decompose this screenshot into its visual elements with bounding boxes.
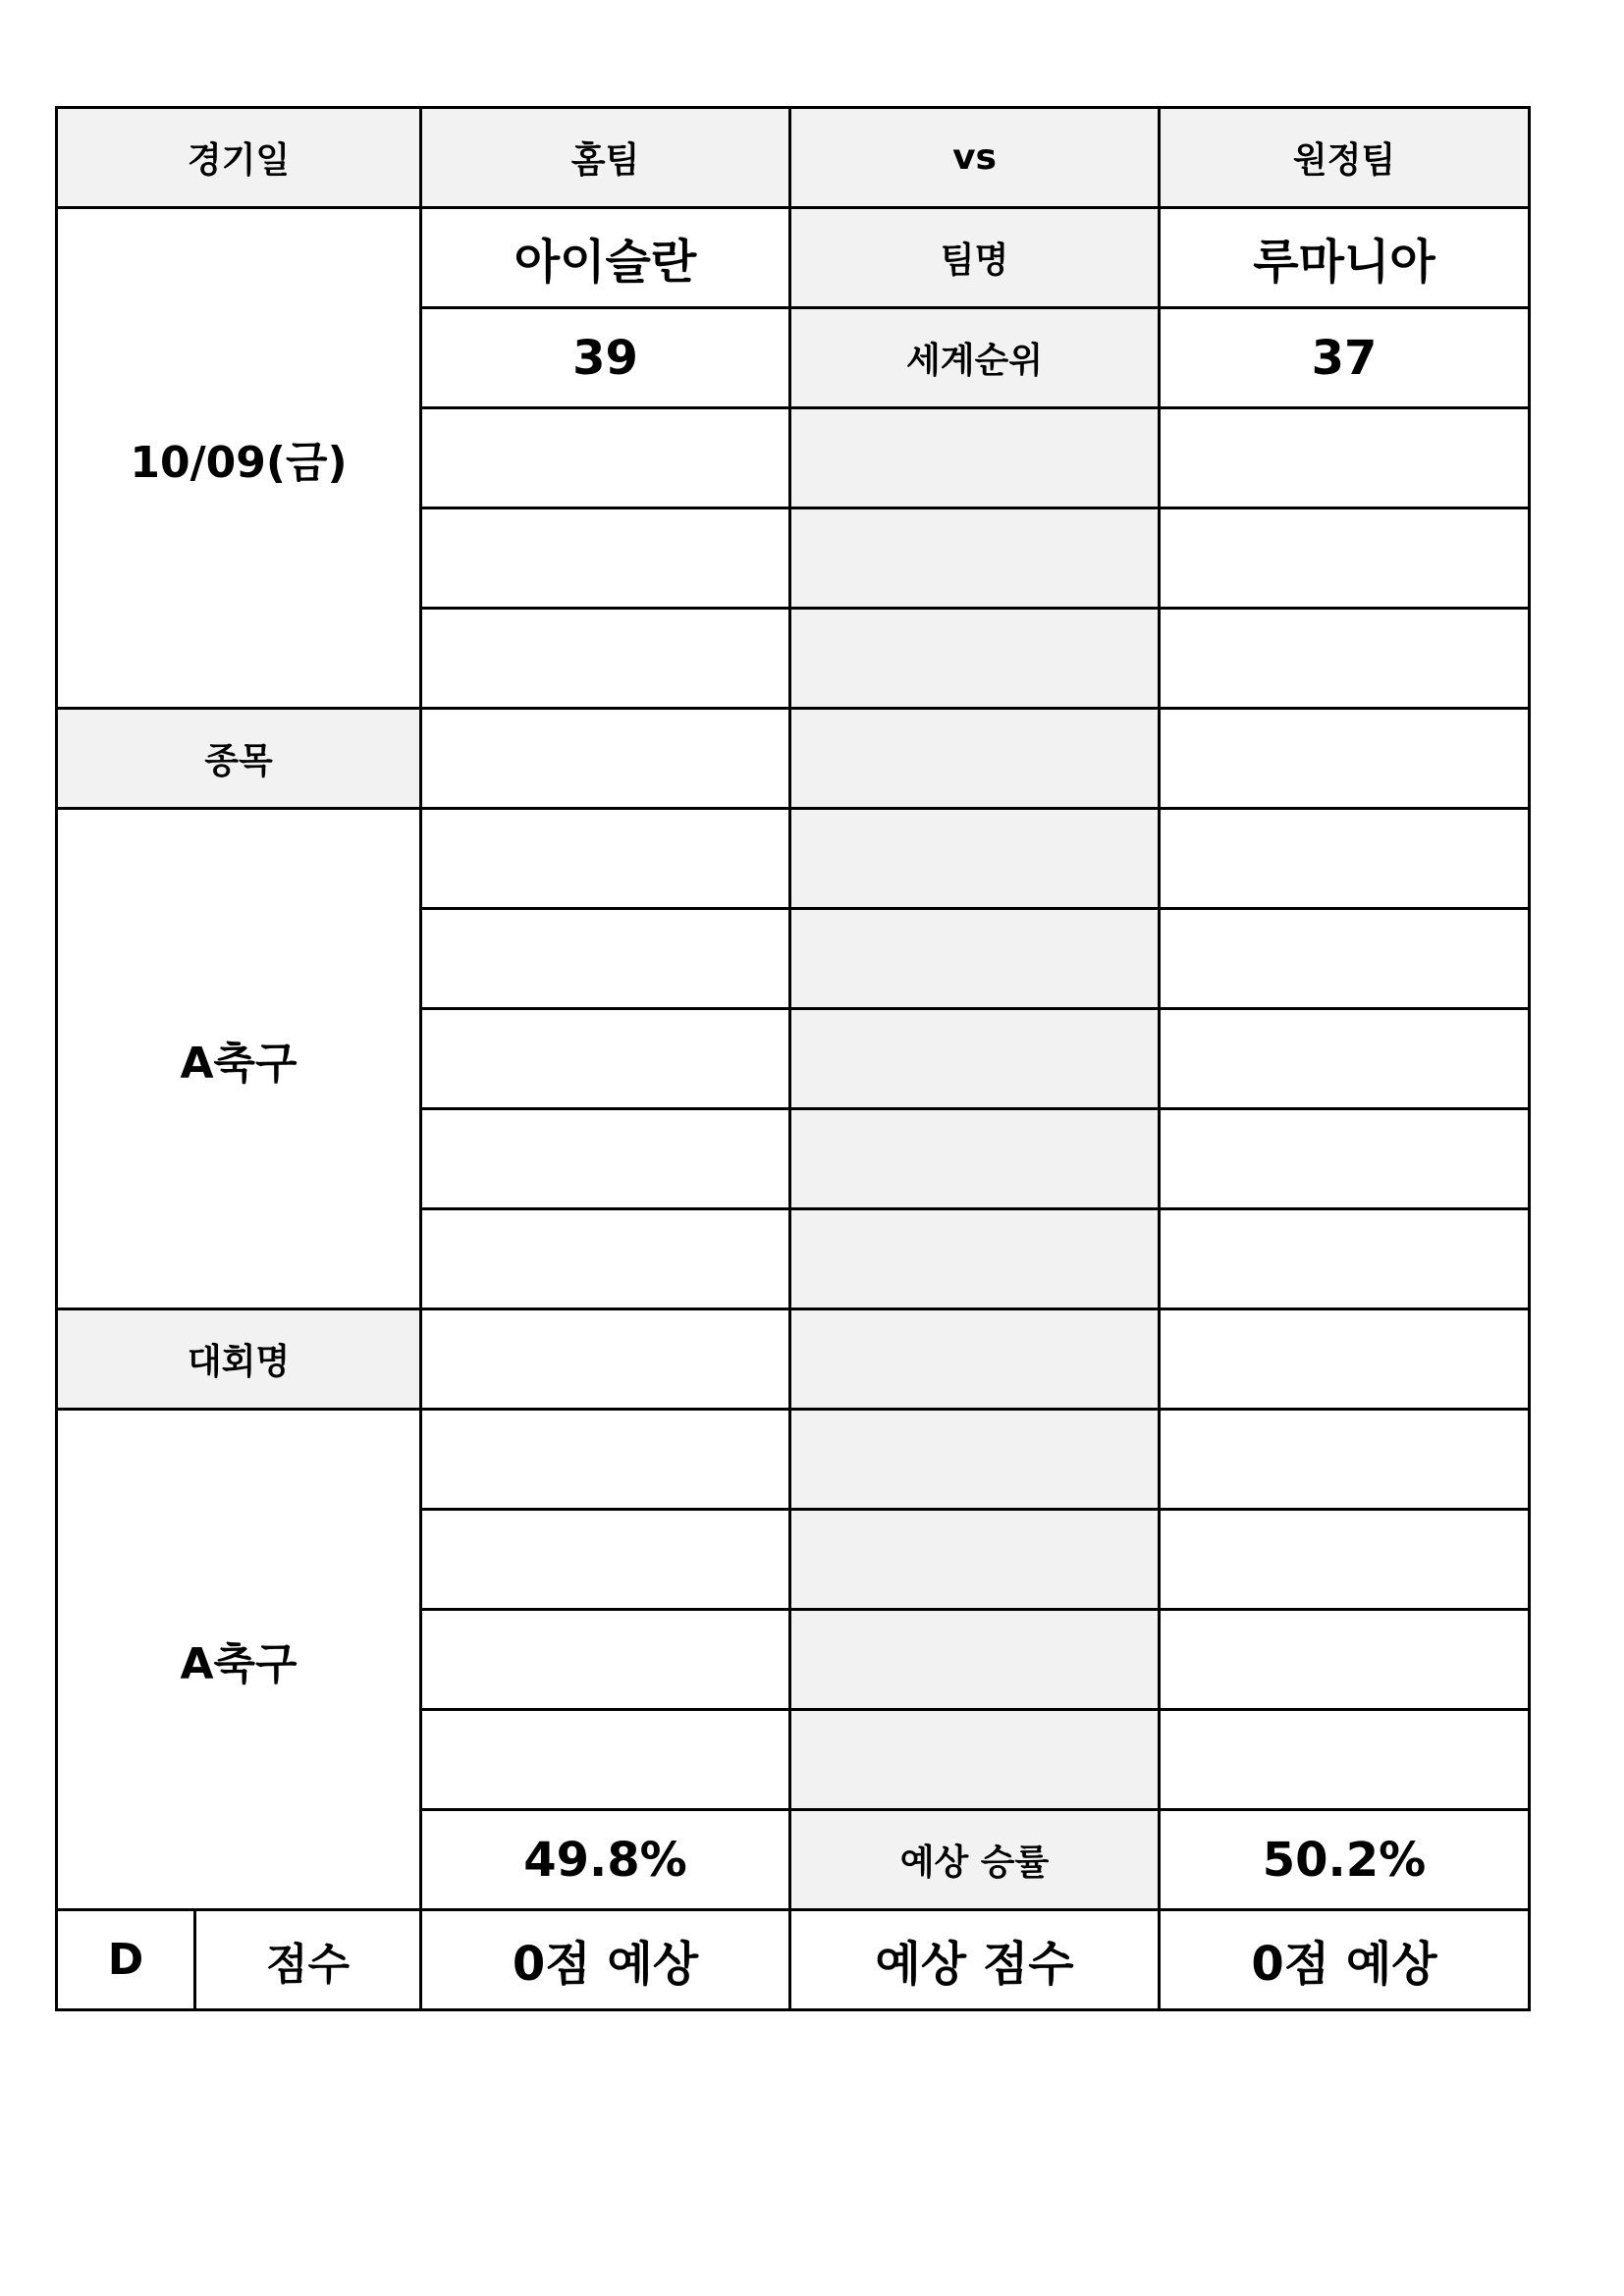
home-team-header: 홈팀 [421,108,790,208]
empty-cell [421,709,790,809]
empty-cell [790,1309,1160,1410]
empty-row [57,1410,1530,1510]
empty-row [57,809,1530,909]
competition-label: 대회명 [57,1309,421,1410]
empty-cell [421,1209,790,1309]
empty-cell [1160,1309,1530,1410]
empty-cell [790,1209,1160,1309]
empty-cell [790,909,1160,1009]
empty-cell [790,1710,1160,1810]
empty-cell [421,1309,790,1410]
away-win-rate: 50.2% [1160,1810,1530,1910]
empty-cell [1160,1209,1530,1309]
match-date-value: 10/09(금) [57,208,421,709]
empty-cell [421,1710,790,1810]
away-predicted-score: 0점 예상 [1160,1910,1530,2010]
empty-cell [1160,1009,1530,1109]
empty-cell [421,508,790,609]
home-team-name: 아이슬란 [421,208,790,308]
competition-value: A축구 [57,1410,421,1910]
empty-cell [790,408,1160,508]
empty-cell [790,508,1160,609]
empty-cell [790,1410,1160,1510]
match-date-header: 경기일 [57,108,421,208]
empty-cell [421,609,790,709]
empty-cell [1160,1410,1530,1510]
empty-cell [1160,1510,1530,1610]
empty-cell [421,1109,790,1209]
empty-cell [1160,1610,1530,1710]
vs-header: vs [790,108,1160,208]
empty-cell [790,1510,1160,1610]
team-name-label: 팀명 [790,208,1160,308]
empty-cell [790,609,1160,709]
empty-cell [421,408,790,508]
home-world-rank: 39 [421,308,790,408]
empty-cell [1160,508,1530,609]
match-prediction-table [55,106,1531,2011]
grade-value: D [57,1910,195,2010]
empty-cell [1160,609,1530,709]
empty-cell [1160,909,1530,1009]
empty-cell [1160,1109,1530,1209]
empty-cell [1160,709,1530,809]
world-rank-label: 세계순위 [790,308,1160,408]
empty-cell [421,909,790,1009]
empty-cell [790,1009,1160,1109]
empty-cell [790,809,1160,909]
empty-cell [1160,809,1530,909]
empty-cell [790,1610,1160,1710]
empty-cell [421,1610,790,1710]
sport-value: A축구 [57,809,421,1309]
away-team-name: 루마니아 [1160,208,1530,308]
empty-cell [790,1109,1160,1209]
empty-cell [421,809,790,909]
empty-cell [1160,1710,1530,1810]
empty-cell [421,1009,790,1109]
predicted-score-label: 예상 점수 [790,1910,1160,2010]
score-label: 점수 [195,1910,421,2010]
team-name-row [57,208,1530,308]
empty-cell [790,709,1160,809]
empty-cell [421,1510,790,1610]
away-world-rank: 37 [1160,308,1530,408]
score-row [57,1910,1530,2010]
sport-label-row [57,709,1530,809]
empty-cell [421,1410,790,1510]
home-win-rate: 49.8% [421,1810,790,1910]
header-row [57,108,1530,208]
sport-label: 종목 [57,709,421,809]
away-team-header: 원정팀 [1160,108,1530,208]
win-rate-label: 예상 승률 [790,1810,1160,1910]
home-predicted-score: 0점 예상 [421,1910,790,2010]
competition-label-row [57,1309,1530,1410]
empty-cell [1160,408,1530,508]
